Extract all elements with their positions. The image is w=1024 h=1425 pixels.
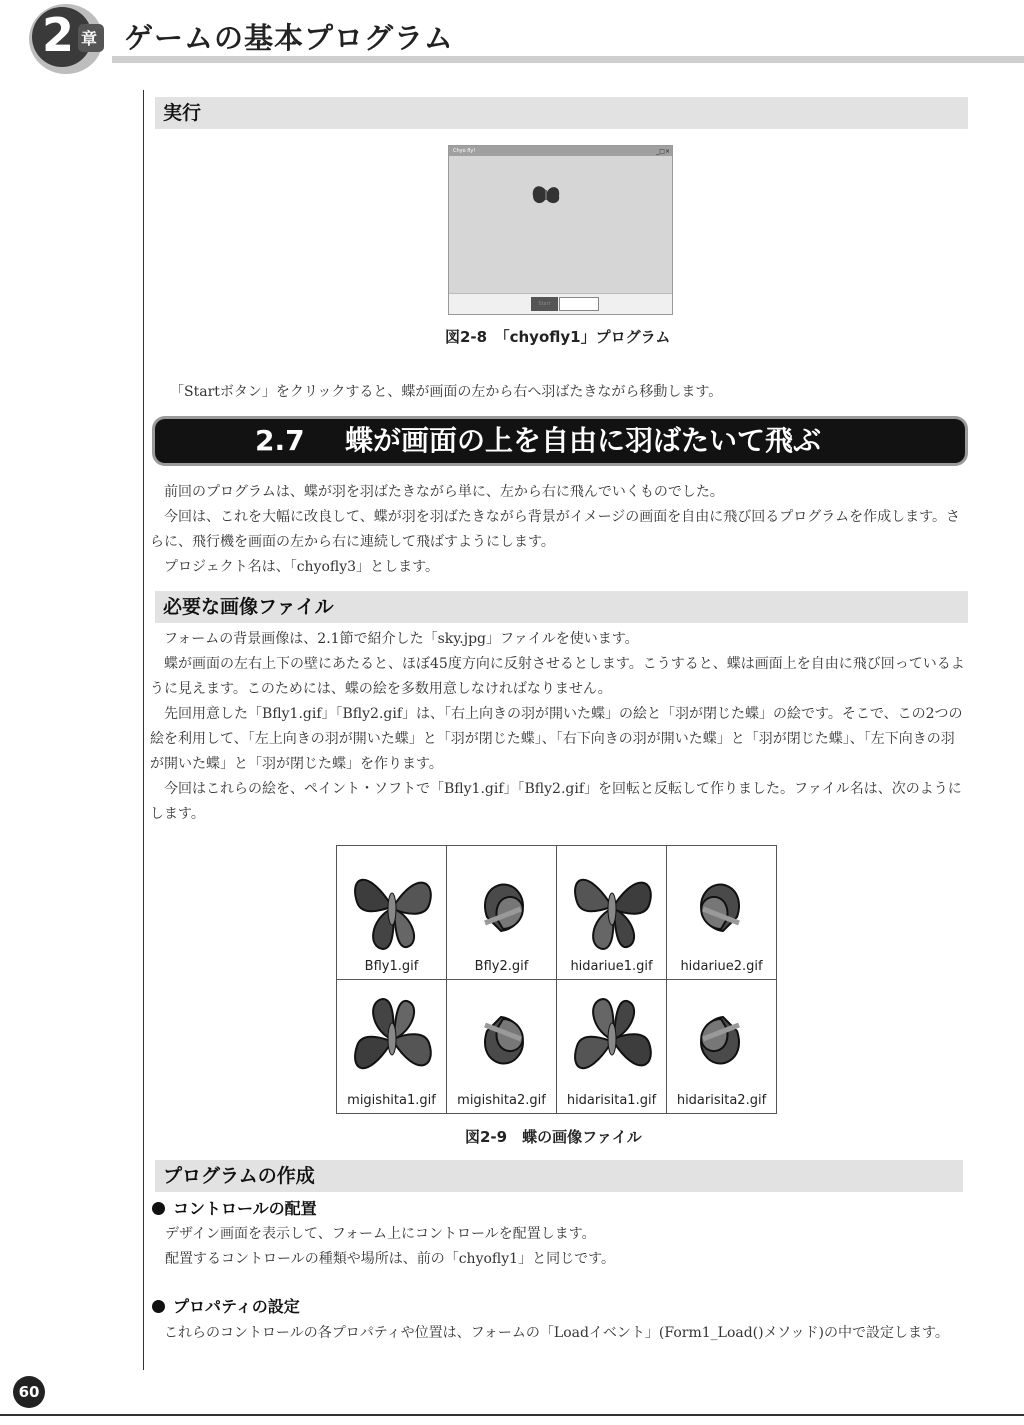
file-name: migishita2.gif (457, 1093, 546, 1108)
bullet-icon (152, 1202, 165, 1215)
butterfly-closed-icon (457, 857, 547, 957)
left-margin-rule (143, 90, 144, 1370)
image-cell (447, 980, 557, 1114)
controls-subheading-text: コントロールの配置 (173, 1199, 317, 1218)
bottom-rule (0, 1414, 1024, 1416)
run-description: 「Startボタン」をクリックすると、蝶が画面の左から右へ羽ばたきながら移動します。 (170, 384, 723, 400)
image-cell (667, 846, 777, 980)
properties-subheading (152, 1294, 300, 1317)
paragraph: 先回用意した「Bfly1.gif」「Bfly2.gif」は、「右上向きの羽が開いた蝶」の絵と「羽が閉じた蝶」の絵です。そこで、この2つの絵を利用して、「左上向きの羽が開いた蝶」と「羽が閉じた蝶」、「右下向きの羽が開いた蝶」と「羽が閉じた蝶」、「左下向きの羽が開いた蝶」と「羽が閉じた蝶」を作ります。 (150, 706, 963, 772)
butterfly-closed-icon (457, 991, 547, 1091)
paragraph: プロジェクト名は、「chyofly3」とします。 (164, 559, 439, 575)
chapter-title: ゲームの基本プログラム (124, 21, 454, 55)
butterfly-sprite-icon (529, 182, 563, 208)
controls-subheading (152, 1196, 317, 1219)
section-title: 蝶が画面の上を自由に羽ばたいて飛ぶ (345, 424, 822, 457)
file-name: hidariue2.gif (680, 959, 763, 974)
file-name: Bfly1.gif (364, 959, 419, 974)
window-controls: _□× (656, 148, 670, 155)
figure-2-8-caption: 図2-8 「chyofly1」プログラム (445, 328, 671, 346)
window-footer (449, 293, 672, 314)
image-cell (557, 980, 667, 1114)
paragraph: 今回はこれらの絵を、ペイント・ソフトで「Bfly1.gif」「Bfly2.gif」を回転と反転して作りました。ファイル名は、次のようにします。 (150, 781, 962, 822)
image-cell (557, 846, 667, 980)
image-cell (447, 846, 557, 980)
butterfly-closed-icon (677, 991, 767, 1091)
section-number: 2.7 (255, 424, 305, 457)
image-cell (337, 980, 447, 1114)
controls-body (165, 1222, 615, 1272)
file-name: hidariue1.gif (570, 959, 653, 974)
paragraph: 蝶が画面の左右上下の壁にあたると、ほぼ45度方向に反射させるとします。こうすると、蝶は画面上を自由に飛び回っているように見えます。このためには、蝶の絵を多数用意しなければなりません。 (150, 656, 965, 697)
file-name: Bfly2.gif (474, 959, 529, 974)
start-button[interactable]: Start (531, 297, 558, 311)
section-2-7-body (150, 480, 968, 580)
section-2-7-banner (155, 419, 965, 463)
app-window-screenshot (448, 145, 673, 315)
run-section-heading: 実行 (155, 97, 968, 129)
properties-body: これらのコントロールの各プロパティや位置は、フォームの「Loadイベント」(Form1_Load()メソッド)の中で設定します。 (164, 1325, 949, 1341)
page-number: 60 (13, 1376, 45, 1408)
chapter-badge (28, 2, 106, 76)
window-title: Chyo fly! (453, 148, 476, 154)
butterfly-open-icon (567, 857, 657, 957)
window-titlebar (449, 146, 672, 156)
butterfly-open-icon (347, 991, 437, 1091)
figure-2-9-caption: 図2-9 蝶の画像ファイル (465, 1128, 642, 1146)
butterfly-open-icon (347, 857, 437, 957)
chapter-rule (112, 56, 1024, 63)
butterfly-closed-icon (677, 857, 767, 957)
image-cell (667, 980, 777, 1114)
images-section-heading: 必要な画像ファイル (155, 591, 968, 623)
file-name: migishita1.gif (347, 1093, 436, 1108)
paragraph: 前回のプログラムは、蝶が羽を羽ばたきながら単に、左から右に飛んでいくものでした。 (164, 484, 724, 500)
file-name: hidarisita2.gif (676, 1093, 767, 1108)
paragraph: デザイン画面を表示して、フォーム上にコントロールを配置します。 (165, 1226, 596, 1242)
properties-subheading-text: プロパティの設定 (173, 1297, 300, 1316)
image-cell (337, 846, 447, 980)
chapter-kanji: 章 (81, 29, 98, 48)
chapter-number: 2 (42, 8, 75, 62)
file-name: hidarisita1.gif (566, 1093, 657, 1108)
program-section-heading: プログラムの作成 (155, 1160, 963, 1192)
images-section-body (150, 627, 968, 827)
paragraph: 配置するコントロールの種類や場所は、前の「chyofly1」と同じです。 (165, 1251, 615, 1267)
butterfly-image-table (336, 845, 777, 1114)
paragraph: 今回は、これを大幅に改良して、蝶が羽を羽ばたきながら背景がイメージの画面を自由に飛び回るプログラムを作成します。さらに、飛行機を画面の左から右に連続して飛ばすようにします。 (150, 509, 961, 550)
paragraph: フォームの背景画像は、2.1節で紹介した「sky.jpg」ファイルを使います。 (164, 631, 639, 647)
secondary-button[interactable] (559, 297, 599, 311)
butterfly-open-icon (567, 991, 657, 1091)
bullet-icon (152, 1300, 165, 1313)
